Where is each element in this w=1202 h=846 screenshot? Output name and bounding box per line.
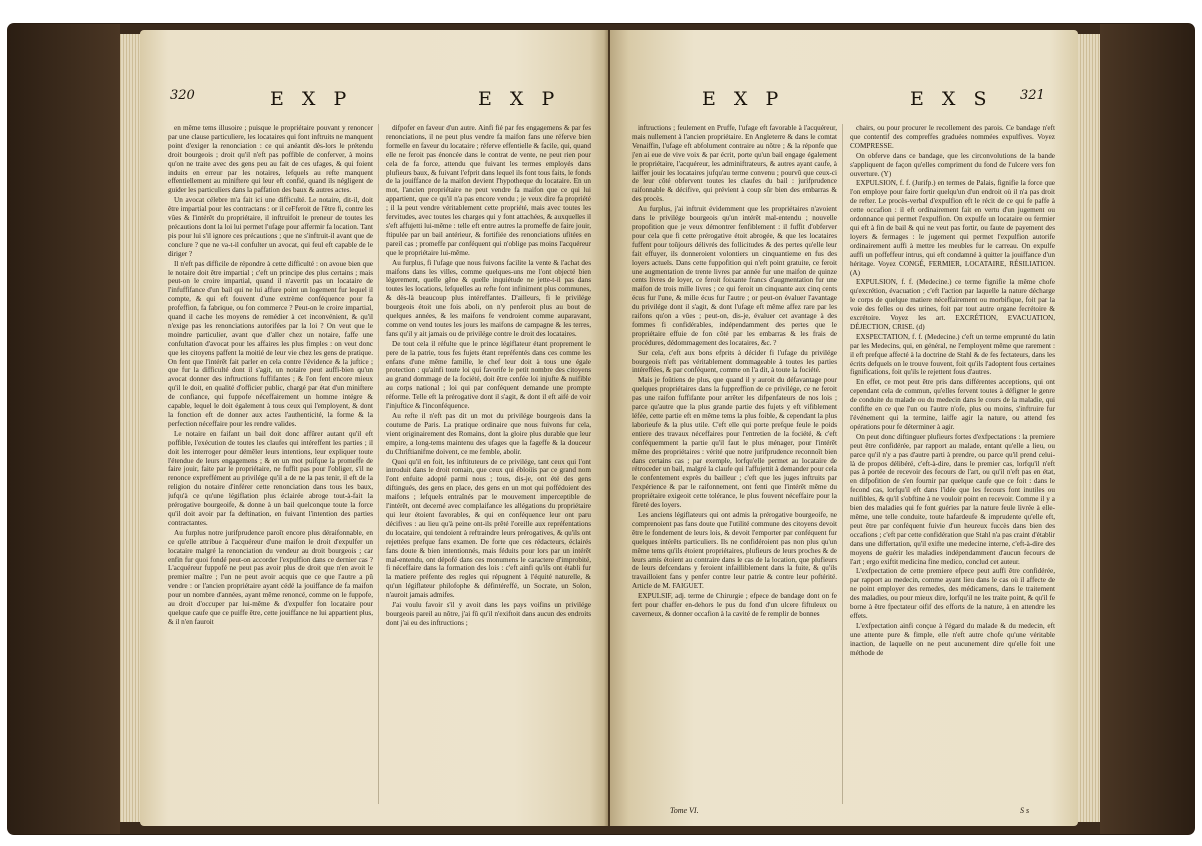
paragraph: difpofer en faveur d'un autre. Ainfi fié par fes engagemens & par fes renonciations, il ne peut plus vendre fa maifon fans une réferve bien formelle en faveur du locataire ; réferve effentielle & facile, qui, quand elle ne feroit pas énoncée dans le contrat de vente, ne peut rien pour cela de fa force, attendu que fuivant les termes employés dans plufieurs baux, & fuivant l'efprit dans lequel ils font tous faits, le fonds de la jouiffance de la maifon devient l'hypotheque du locataire. En un mot, l'ancien propriétaire ne peut vendre fa maifon que ce qui lui appartient, que ce qu'il n'a pas encore vendu ; je veux dire fa propriété ; il la peut vendre véritablement cette propriété, mais avec toutes les fervitudes, avec toutes les charges qui y font attachées, & auxquelles il s'eft affujetti lui-même : telle eft entre autres la promeffe de faire jouir, ftipulée par un bail antérieur, & fortifiée des renonciations ufitées en pareil cas ; promeffe par conféquent qui n'oblige pas moins l'acquéreur que le propriétaire lui-même. — [386, 124, 591, 257]
paragraph: Mais je foûtiens de plus, que quand il y auroit du défavantage pour quelques propriétaires dans la fuppreffion de ce privilége, ce ne feroit pas une raifon fuffifante pour arrêter les difpenfateurs de nos lois ; parce qu'autre que la plus grande partie des fujets y eft vifiblement léfée, cette partie eft en même tems la plus foible, & cependant la plus laborieufe & la plus utile. C'eft elle qui porte prefque feule le poids entiere des travaux néceffaires pour l'entretien de la fociété, & c'eft conféquemment la partie qu'il faut le plus ménager, pour l'intérêt même des propriétaires : vérité que notre jurifprudence reconnoît bien dans certains cas ; par exemple, lorfqu'elle permet au locataire de rétroceder un bail, malgré la claufe qui l'affujettit à demander pour cela le confentement exprès du bailleur ; c'eft que les juges inftruits par l'expérience & par le raifonnement, ont fenti que l'intérêt même du propriétaire exigeoit cette tolérance, le plus fouvent néceffaire pour la fûreté des loyers. — [632, 376, 837, 510]
paragraph: Sur cela, c'eft aux bons efprits à décider fi l'ufage du privilége bourgeois n'eft pas véritablement dommageable à toutes les parties intéreffées, & par conféquent, comme on l'a dit, à toute la fociété. — [632, 348, 837, 375]
paragraph: Le notaire en faifant un bail doit donc affûrer autant qu'il eft poffible, l'exécution de toutes les claufes qui intéreffent les parties ; il doit les interroger pour démêler leurs intentions, leur expliquer toute l'étendue de leurs engagemens ; & en un mot puifque la promeffe de faire jouir, faite par le propriétaire, ne fuffit pas pour l'obliger, s'il ne renonce expreffément au privilége qu'il a de ne la pas tenir, il eft de la religion du notaire d'inférer cette renonciation dans tous les baux, jufqu'à ce qu'une légiflation plus éclairée abroge tout-à-fait la prérogative bourgeoife, & donne à un bail quelconque toute la force qu'il doit avoir par fa deftination, en fuivant l'intention des parties contractantes. — [168, 429, 373, 527]
right-page — [610, 30, 1078, 826]
paragraph: Au furplus notre jurifprudence paroît encore plus déraifonnable, en ce qu'elle attribue à l'acquéreur d'une maifon le droit d'expulfer un locataire malgré la renonciation du vendeur au droit bourgeois ; car enfin fur quoi fondé peut-on accorder l'expulfion dans ce dernier cas ? L'acquéreur fuppofé ne peut pas avoir plus de droit que n'en avoit le premier maître ; l'un ne peut avoir acquis que ce que l'autre a pû vendre : or l'ancien propriétaire ayant cédé la jouiffance de fa maifon pour un nombre d'années, ayant même renoncé, comme on le fuppofe, au droit d'occuper par lui-même & d'expulfer fon locataire pour quelque caufe que ce puiffe être, cette jouiffance ne lui appartient plus, & il n'en fauroit — [168, 528, 373, 626]
paragraph: Au furplus, fi l'ufage que nous fuivons facilite la vente & l'achat des maifons dans les villes, comme quelques-uns me l'ont objecté bien légerement, quelle gêne & quelle inquiétude ne jette-t-il pas dans toutes les locations, lefquelles au refte font infiniment plus communes, & dès-là beaucoup plus intéreffantes. D'ailleurs, fi le privilége bourgeois étoit une fois aboli, on n'y penferoit plus au bout de quelques années, & les maifons fe vendroient comme auparavant, comme on vend toutes les jours les maifons de campagne & les terres, fans qu'il y ait jamais ou de privilége contre le droit des locataires. — [386, 258, 591, 338]
paragraph: L'exfpectation de cette premiere efpece peut auffi être confidérée, par rapport au medecin, comme ayant lieu dans le cas où il affecte de ne point employer des remedes, des médicamens, dans le traitement des maladies, ou pour mieux dire, lorfqu'il ne les traite point, & qu'il fe borne à être fpectateur oifif des efforts de la nature, à en attendre les effets. — [850, 567, 1055, 620]
paragraph: On obferve dans ce bandage, que les circonvolutions de la bande s'appliquent de façon qu'elles compriment du fond de l'ulcere vers fon ouverture. (Y) — [850, 151, 1055, 178]
left-page-number: 320 — [170, 88, 195, 103]
signature-mark: S s — [1020, 806, 1030, 815]
paragraph: Au refte il n'eft pas dit un mot du privilége bourgeois dans la coutume de Paris. La pratique ordinaire que nous fuivons fur cela, vient originairement des Romains, dont la gloire plus durable que leur empire, a long-tems maintenu des ufages que la fageffe & la douceur du Chriftianifme doivent, ce me femble, abolir. — [386, 412, 591, 456]
column-rule — [378, 124, 379, 804]
right-page-number: 321 — [1020, 88, 1045, 103]
paragraph: Un avocat célebre m'a fait ici une difficulté. Le notaire, dit-il, doit être impartial pour les contractans : or il ceFferoit de l'être fi, contre les vûes & l'intérêt du propriétaire, il inftruifoit le preneur de toutes les précautions dont la loi lui permet l'ufage pour affermir fa location. Tant pis pour lui s'il ignore ces précautions ; que ne s'inftruit-il avant que de conclure ? que ne va-t-il confulter un avocat, qui feul eft capable de le diriger ? — [168, 196, 373, 258]
left-page-edges — [120, 34, 142, 822]
right-cover — [1100, 24, 1194, 834]
left-cover — [8, 24, 120, 834]
open-book — [8, 24, 1194, 834]
paragraph: L'exfpectation ainfi conçue à l'égard du malade & du medecin, eft une attente pure & fimple, elle n'eft autre chofe qu'une véritable inaction, de laquelle on ne peut aucunement dire qu'elle foit une méthode de — [850, 621, 1055, 657]
paragraph: En effet, ce mot peut être pris dans différentes acceptions, qui ont cependant cela de commun, qu'elles fervent toutes à défigner le genre de conduite du malade ou du medecin dans le cours de la maladie, qui confifte en ce que l'un ou l'autre n'ofe, plus ou moins, s'inftruire fur l'événement qui la termine, laiffe agir la nature, ou attend fes opérations pour fe déterminer à agir. — [850, 378, 1055, 431]
right-page-edges — [1078, 34, 1100, 822]
left-page — [140, 30, 608, 826]
right-page-column-1 — [632, 124, 837, 804]
paragraph: EXSPECTATION, f. f. (Medecine.) c'eft un terme emprunté du latin par les Medecins, qui, en général, ne l'employent même que rarement : il eft prefque affecté à la doctrine de Stahl & de fes fectateurs, dans les écrits defquels on le trouve fouvent, foit qu'ils l'adoptent fous certaines fignifications, foit qu'ils le rejettent fous d'autres. — [850, 332, 1055, 377]
left-page-column-1 — [168, 124, 373, 804]
left-page-headword-right: E X P — [478, 88, 561, 110]
paragraph: Il n'eft pas difficile de répondre à cette difficulté : on avoue bien que le notaire doit être impartial ; c'eft un principe des plus certains ; mais peut-on le croire impartial, quand il n'avertit pas un locataire de l'infuffifance d'un bail qui ne lui affure point un logement fur lequel il compte, & qui eft fouvent d'une extrème conféquence pour fa profeffion, fa fabrique, ou fon commerce ? Peut-on le croire impartial, quand il cache les moyens de remédier à cet inconvénient, & qu'il n'exige pas les renonciations autorifées par la loi ? On veut que le moindre particulier, avant que d'aller chez un notaire, faffe une confultation d'avocat pour les affaires les plus fimples : on veut donc que les citoyens paffent la moitié de leur vie chez les gens de pratique. On fent que l'intérêt fait parler en cela contre l'évidence & la juftice ; que fur la difficulté dont il s'agit, un notaire peut auffi-bien qu'un avocat donner des inftructions fuffifantes ; & l'on fent encore mieux qu'il le doit, en qualité d'officier public, chargé par état d'un miniftere de confiance, qui fuppofe néceffairement un homme intégre & capable, lequel le doit également à tous ceux qui l'employent, & dont la fonction eft de donner aux actes l'authenticité, la forme & la perfection néceffaire pour les rendre valides. — [168, 259, 373, 428]
left-page-headword-left: E X P — [270, 88, 353, 110]
paragraph: De tout cela il réfulte que le prince légiflateur étant proprement le pere de la patrie, tous fes fujets étant repréfentés dans ces comme les enfans d'une même famille, le chef leur doit à tous une égale protection : qu'ainfi toute loi qui favorife le petit nombre des citoyens au grand dommage de la fociété, doit être cenfée loi injufte & nuifible au corps national ; loi qui par conféquent demande une prompte réforme. Telle eft la prérogative dont il s'agit, & dont il eft aifé de voir l'injuftice & l'inconféquence. — [386, 339, 591, 411]
paragraph: inftructions ; feulement en Pruffe, l'ufage eft favorable à l'acquéreur, mais nullement à l'ancien propriétaire. En Angleterre & dans le comtat Venaiffin, l'ufage eft abfolument contraire au nôtre ; & la réponfe que j'en ai eue de vive voix & par écrit, porte qu'un bail engage également le propriétaire, l'acquéreur, les adminiftrateurs, & autres ayant caufe, à laiffer jouir les locataires jufqu'au terme convenu ; pourvû que ceux-ci de leur côté obfervent toutes les claufes du bail : jurifprudence raifonnable & décifive, qui prévient à coup sûr bien des embarras & des procès. — [632, 124, 837, 204]
right-page-headword-left: E X P — [702, 88, 785, 110]
column-rule — [842, 124, 843, 804]
paragraph: Au furplus, j'ai inftruit évidemment que les propriétaires n'avoient dans le privilége bourgeois qu'un intérêt mal-entendu ; nouvelle propofition que je veux démontrer fenfiblement : il fuffit d'obferver pour cela que fi cette prérogative étoit abrogée, & que les locataires fuffent pour toûjours délivrés des follicitudes & des pertes qu'elle leur fait effuyer, ils donneroient volontiers un cinquantieme en fus des loyers actuels. Dans cette fuppofition qui n'eft point gratuite, ce feroit une augmentation de trente livres par année fur une maifon de quinze cents livres de loyer, ce feroit foixante francs d'augmentation fur une maifon de trois mille livres ; ce qui feroit un cinquante aux cinq cents écus fur l'une, & mille écus fur l'autre ; or peut-on évaluer l'avantage du privilége dont il s'agit, & dont l'ufage eft même affez rare par les raifons qu'on a vûes ; peut-on, dis-je, évaluer cet avantage à des fommes fi confidérables, indépendamment des pertes que le propriétaire effuie de fon côté par les embarras & les frais de procédures, dédommagement des locataires, &c. ? — [632, 205, 837, 347]
volume-footer: Tome VI. — [670, 806, 699, 815]
paragraph: On peut donc diftinguer plufieurs fortes d'exfpectations : la premiere peut être confidérée, par rapport au malade, entant qu'elle a lieu, ou parce qu'il n'y a pas d'autre parti à prendre, ou parce qu'il prend celui-là de propos délibéré, c'eft-à-dire, dans le premier cas, lorfqu'il n'eft pas à portée de recevoir des fecours de l'art, ou qu'il n'eft pas en état, en difpofition de s'en fournir par quelque caufe que ce foit : dans le fecond cas, lorfqu'il eft dans l'idée que les fecours font inutiles ou nuifibles, & qu'il s'obftine à ne vouloir point en recevoir. Comme il y a bien des maladies qui fe font guéries par la nature feule livrée à elle-même, une telle conduite, toute hafardeufe & imprudente qu'elle eft, peut être par conféquent fuivie d'un heureux fuccès dans bien des occafions ; c'eft par cette confidération que Stahl n'a pas craint d'établir dans une differtation, qu'il exifte une medecine interne, c'eft-à-dire des moyens de guérir les maladies indépendamment d'aucun fecours de l'art ; ergo exiftit medicina fine medico, conclud cet auteur. — [850, 432, 1055, 566]
right-page-headword-right: E X S — [910, 88, 993, 110]
paragraph: en même tems illusoire ; puisque le propriétaire pouvant y renoncer par une clause particuliere, les locataires qui font inftruits ne manquent point d'exiger la renonciation : ce qui anéantit dès-lors le prétendu droit bourgeois ; droit qu'il n'eft pas poffible de conferver, à moins qu'on ne traite avec des gens peu au fait de ces ufages, & qui foient induits en erreur par les notaires, lefquels au refte manquent effentiellement au miniftere qui leur eft confié, quand ils négligent de guider les particuliers dans la paffation des baux & autres actes. — [168, 124, 373, 195]
paragraph: J'ai voulu favoir s'il y avoit dans les pays voifins un privilége bourgeois pareil au nôtre, j'ai fû qu'il n'exiftoit dans aucun des endroits dont j'ai eu des inftructions ; — [386, 601, 591, 627]
paragraph: EXPULSION, f. f. (Jurifp.) en termes de Palais, fignifie la force que l'on employe pour faire fortir quelqu'un d'un endroit où il n'a pas droit de refter. Le procès-verbal d'expulfion eft le récit de ce qui fe paffe à cette occafion : il eft ordinairement fait en vertu d'un jugement ou ordonnance qui permet l'expulfion. On expulfe un locataire ou fermier qui eft à fin de bail & qui ne veut pas fortir, ou faute de payement des loyers & fermages : le jugement qui permet l'expulfion autorife ordinairement auffi à mettre les meubles fur le carreau. On expulfe auffi un poffeffeur intrus, qui eft condamné à quitter la jouiffance d'un héritage. Voyez CONGÉ, FERMIER, LOCATAIRE, RÉSILIATION. (A) — [850, 179, 1055, 277]
left-page-column-2 — [386, 124, 591, 804]
paragraph: Quoi qu'il en foit, les inftituteurs de ce privilége, tant ceux qui l'ont introduit dans le droit romain, que ceux qui ébloüis par ce grand nom l'ont enfuite adopté parmi nous ; tous, dis-je, ont été des gens diftingués, des gens en place, des gens en un mot qui poffédoient des maifons ; lefquels entraînés par le mouvement imperceptible de l'intérêt, ont decerné avec complaifance les allégations du propriétaire qui leur étoient favorables, & qui en conféquence leur ont paru décifives : au lieu qu'à peine ont-ils prêté l'oreille aux repréfentations du locataire, qui tendoient à reftraindre leurs prérogatives, & qu'ils ont rejettées prefque fans examen. De forte que ces rédacteurs, éclairés fans doute & bien intentionnés, mais féduits pour lors par un intérêt mal-entendu, ont dépofé dans ces monumens le caractere d'improbité, fi néceffaire dans la formation des lois : c'eft ainfi qu'ils ont établi fur la matiere préfente des regles qui répugnent à l'équité naturelle, & qu'un légiflateur philofophe & défintéreffé, un Socrate, un Solon, n'auroit jamais admifes. — [386, 457, 591, 600]
paragraph: chairs, ou pour procurer le recollement des parois. Ce bandage n'eft que contentif des compreffes graduées nommées expulfives. Voyez COMPRESSE. — [850, 124, 1055, 150]
right-page-column-2 — [850, 124, 1055, 804]
paragraph: Les anciens légiflateurs qui ont admis la prérogative bourgeoife, ne comprenoient pas fans doute que l'utilité commune des citoyens devoit être le fondement de leurs lois, & devoit l'emporter par conféquent fur quelques intérêts particuliers. Ils ne confidéroient pas non plus qu'un même tems qu'ils étoient propriétaires, plufieurs de leurs proches & de leurs amis étoient au contraire dans le cas de la location, que plufieurs de leurs defcendans y feroient infailliblement dans la fuite, & qu'ils travailloient fans y penfer contre leur patrie & contre leur poftérité. Article de M. FAIGUET. — [632, 510, 837, 591]
paragraph: EXPULSIF, adj. terme de Chirurgie ; efpece de bandage dont on fe fert pour chaffer en-dehors le pus du fond d'un ulcere fiftuleux ou caverneux, & donner occafion à la cavité de fe remplir de bonnes — [632, 592, 837, 618]
paragraph: EXPULSION, f. f. (Medecine.) ce terme fignifie la même chofe qu'excrétion, évacuation ; c'eft l'action par laquelle la nature décharge le corps de quelque matiere néceffairement ou morbifique, foit par la voie des felles ou des urines, foit par tout autre organe fecrétoire & excrétoire. Voyez les art. EXCRÉTION, EVACUATION, DÉJECTION, CRISE. (d) — [850, 278, 1055, 331]
